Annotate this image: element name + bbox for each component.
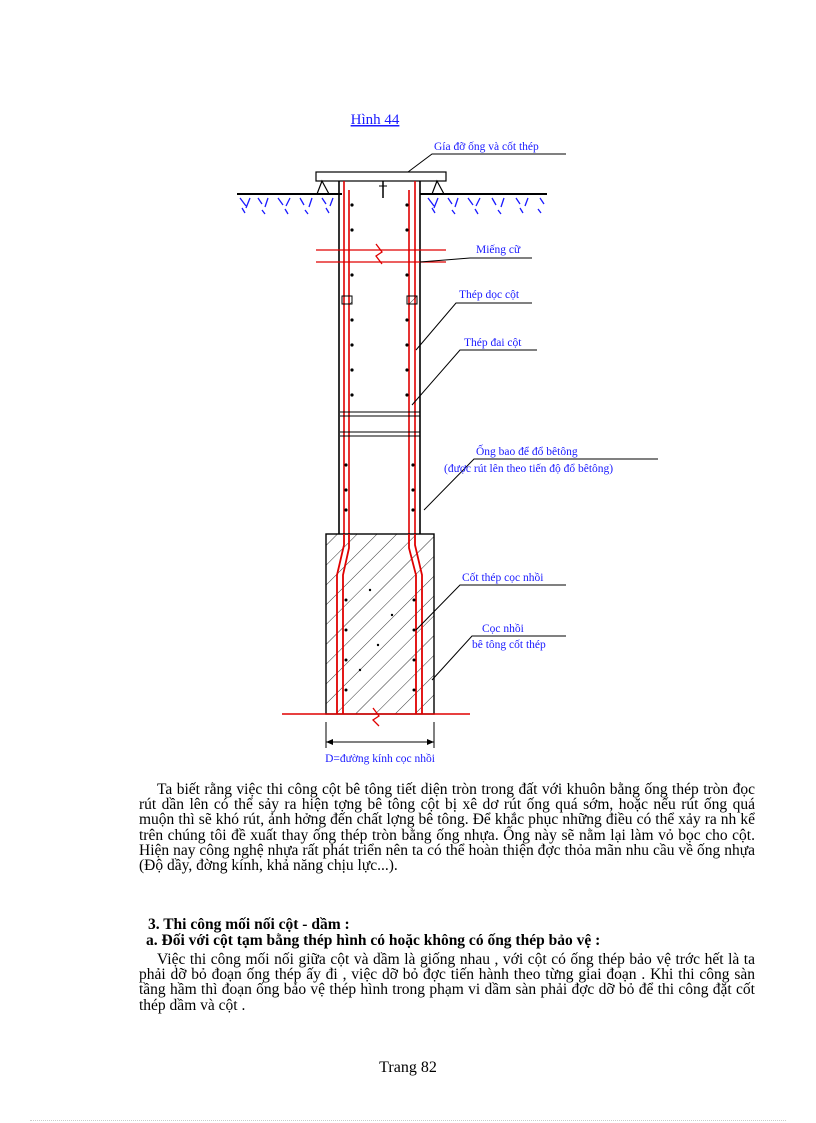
body-paragraph-1: Ta biết rằng việc thi công cột bê tông tiết diện tròn trong đất với khuôn bằng ống thép tròn đọc rút dần lên có thể sảy ra hiện tợng bê tông cột bị xê dơ rút ống quá sớm, hoặc nếu rút ống quá muộn thì sẽ khó rút, ảnh hởng đến chất lợng bê tông. Để khắc phục những điều có thể xảy ra nh kể trên chúng tôi đề xuất thay ống thép tròn bằng ống nhựa. Ống này sẽ nằm lại làm vỏ bọc cho cột. Hiện nay công nghệ nhựa rất phát triển nên ta có thể hoàn thiện đợc thỏa mãn nhu cầu về ống nhựa (Độ dầy, đờng kính, khả năng chịu lực...).: [139, 781, 755, 875]
label-cutter: Miếng cữ: [476, 244, 521, 256]
page-bottom-divider: [30, 1120, 786, 1121]
label-stirrup: Thép đai cột: [464, 337, 522, 349]
figure-title: Hình 44: [350, 112, 400, 128]
diameter-dimension: [326, 722, 434, 748]
label-pile-1: Cọc nhồi: [482, 623, 524, 635]
body-paragraph-2: Việc thi công mối nối giữa cột và dầm là giống nhau , với cột có ống thép bảo vệ trớc hết là ta phải dỡ bỏ đoạn ống thép ấy đi , việc dỡ bỏ đợc tiến hành theo từng giai đoạn . Khi thi công sàn tầng hầm thì đoạn ống bảo vệ thép hình trong phạm vi dầm sàn phải đợc dỡ bỏ để thi công đặt cốt thép dầm và cột .: [139, 951, 755, 1014]
section-heading: 3. Thi công mối nối cột - dầm :: [148, 916, 350, 933]
bored-pile: [282, 534, 470, 726]
column-shaft: [316, 181, 446, 534]
page-number: Trang 82: [379, 1059, 437, 1076]
label-diameter: D=đường kính cọc nhồi: [325, 753, 435, 765]
subsection-heading: a. Đối với cột tạm bằng thép hình có hoặc không có ống thép bảo vệ :: [146, 932, 601, 949]
body-paragraph-2-block: [139, 952, 755, 1013]
label-casing-2: (được rút lên theo tiến độ đổ bêtông): [444, 463, 614, 475]
label-longitudinal-rebar: Thép dọc cột: [459, 289, 520, 301]
label-casing-1: Ống bao để đổ bêtông: [476, 446, 578, 458]
label-pile-rebar: Cốt thép cọc nhồi: [462, 572, 544, 584]
body-paragraph-1-block: [139, 782, 755, 873]
label-pile-2: bê tông cốt thép: [472, 639, 546, 651]
label-support-frame: Gía đỡ ống và cốt thép: [434, 141, 539, 153]
ground: [237, 194, 547, 214]
leader-lines: [408, 154, 658, 680]
